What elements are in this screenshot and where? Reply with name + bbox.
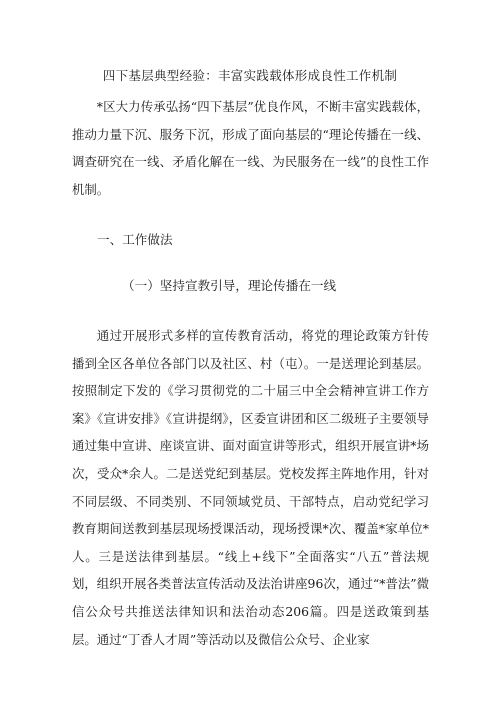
intro-paragraph: *区大力传承弘扬“四下基层”优良作风，不断丰富实践载体，推动力量下沉、服务下沉，形成了面向基层的“理论传播在一线、调查研究在一线、矛盾化解在一线、为民服务在一线”的良性工作机制。 [72, 99, 429, 197]
subsection-heading: （一）坚持宣教引导，理论传播在一线 [122, 278, 337, 293]
body-paragraph: 通过开展形式多样的宣传教育活动，将党的理论政策方针传播到全区各单位各部门以及社区、村（屯）。一是送理论到基层。按照制定下发的《学习贯彻党的二十届三中全会精神宣讲工作方案》《宣讲安排》《宣讲提纲》，区委宣讲团和区二级班子主要领导通过集中宣讲、座谈宣讲、面对面宣讲等形式，组织开展宣讲*场次，受众*余人。二是送党纪到基层。党校发挥主阵地作用，针对不同层级、不同类别、不同领域党员、干部特点，启动党纪学习教育期间送教到基层现场授课活动，现场授课*次、覆盖*家单位*人。三是送法律到基层。“线上+线下”全面落实“八五”普法规划，组织开展各类普法宣传活动及法治讲座96次，通过“*普法”微信公众号共推送法律知识和法治动态206篇。四是送政策到基层。通过“丁香人才周”等活动以及微信公众号、企业家 [72, 328, 429, 647]
section-heading: 一、工作做法 [97, 232, 173, 247]
document-title: 四下基层典型经验：丰富实践载体形成良性工作机制 [102, 68, 398, 83]
